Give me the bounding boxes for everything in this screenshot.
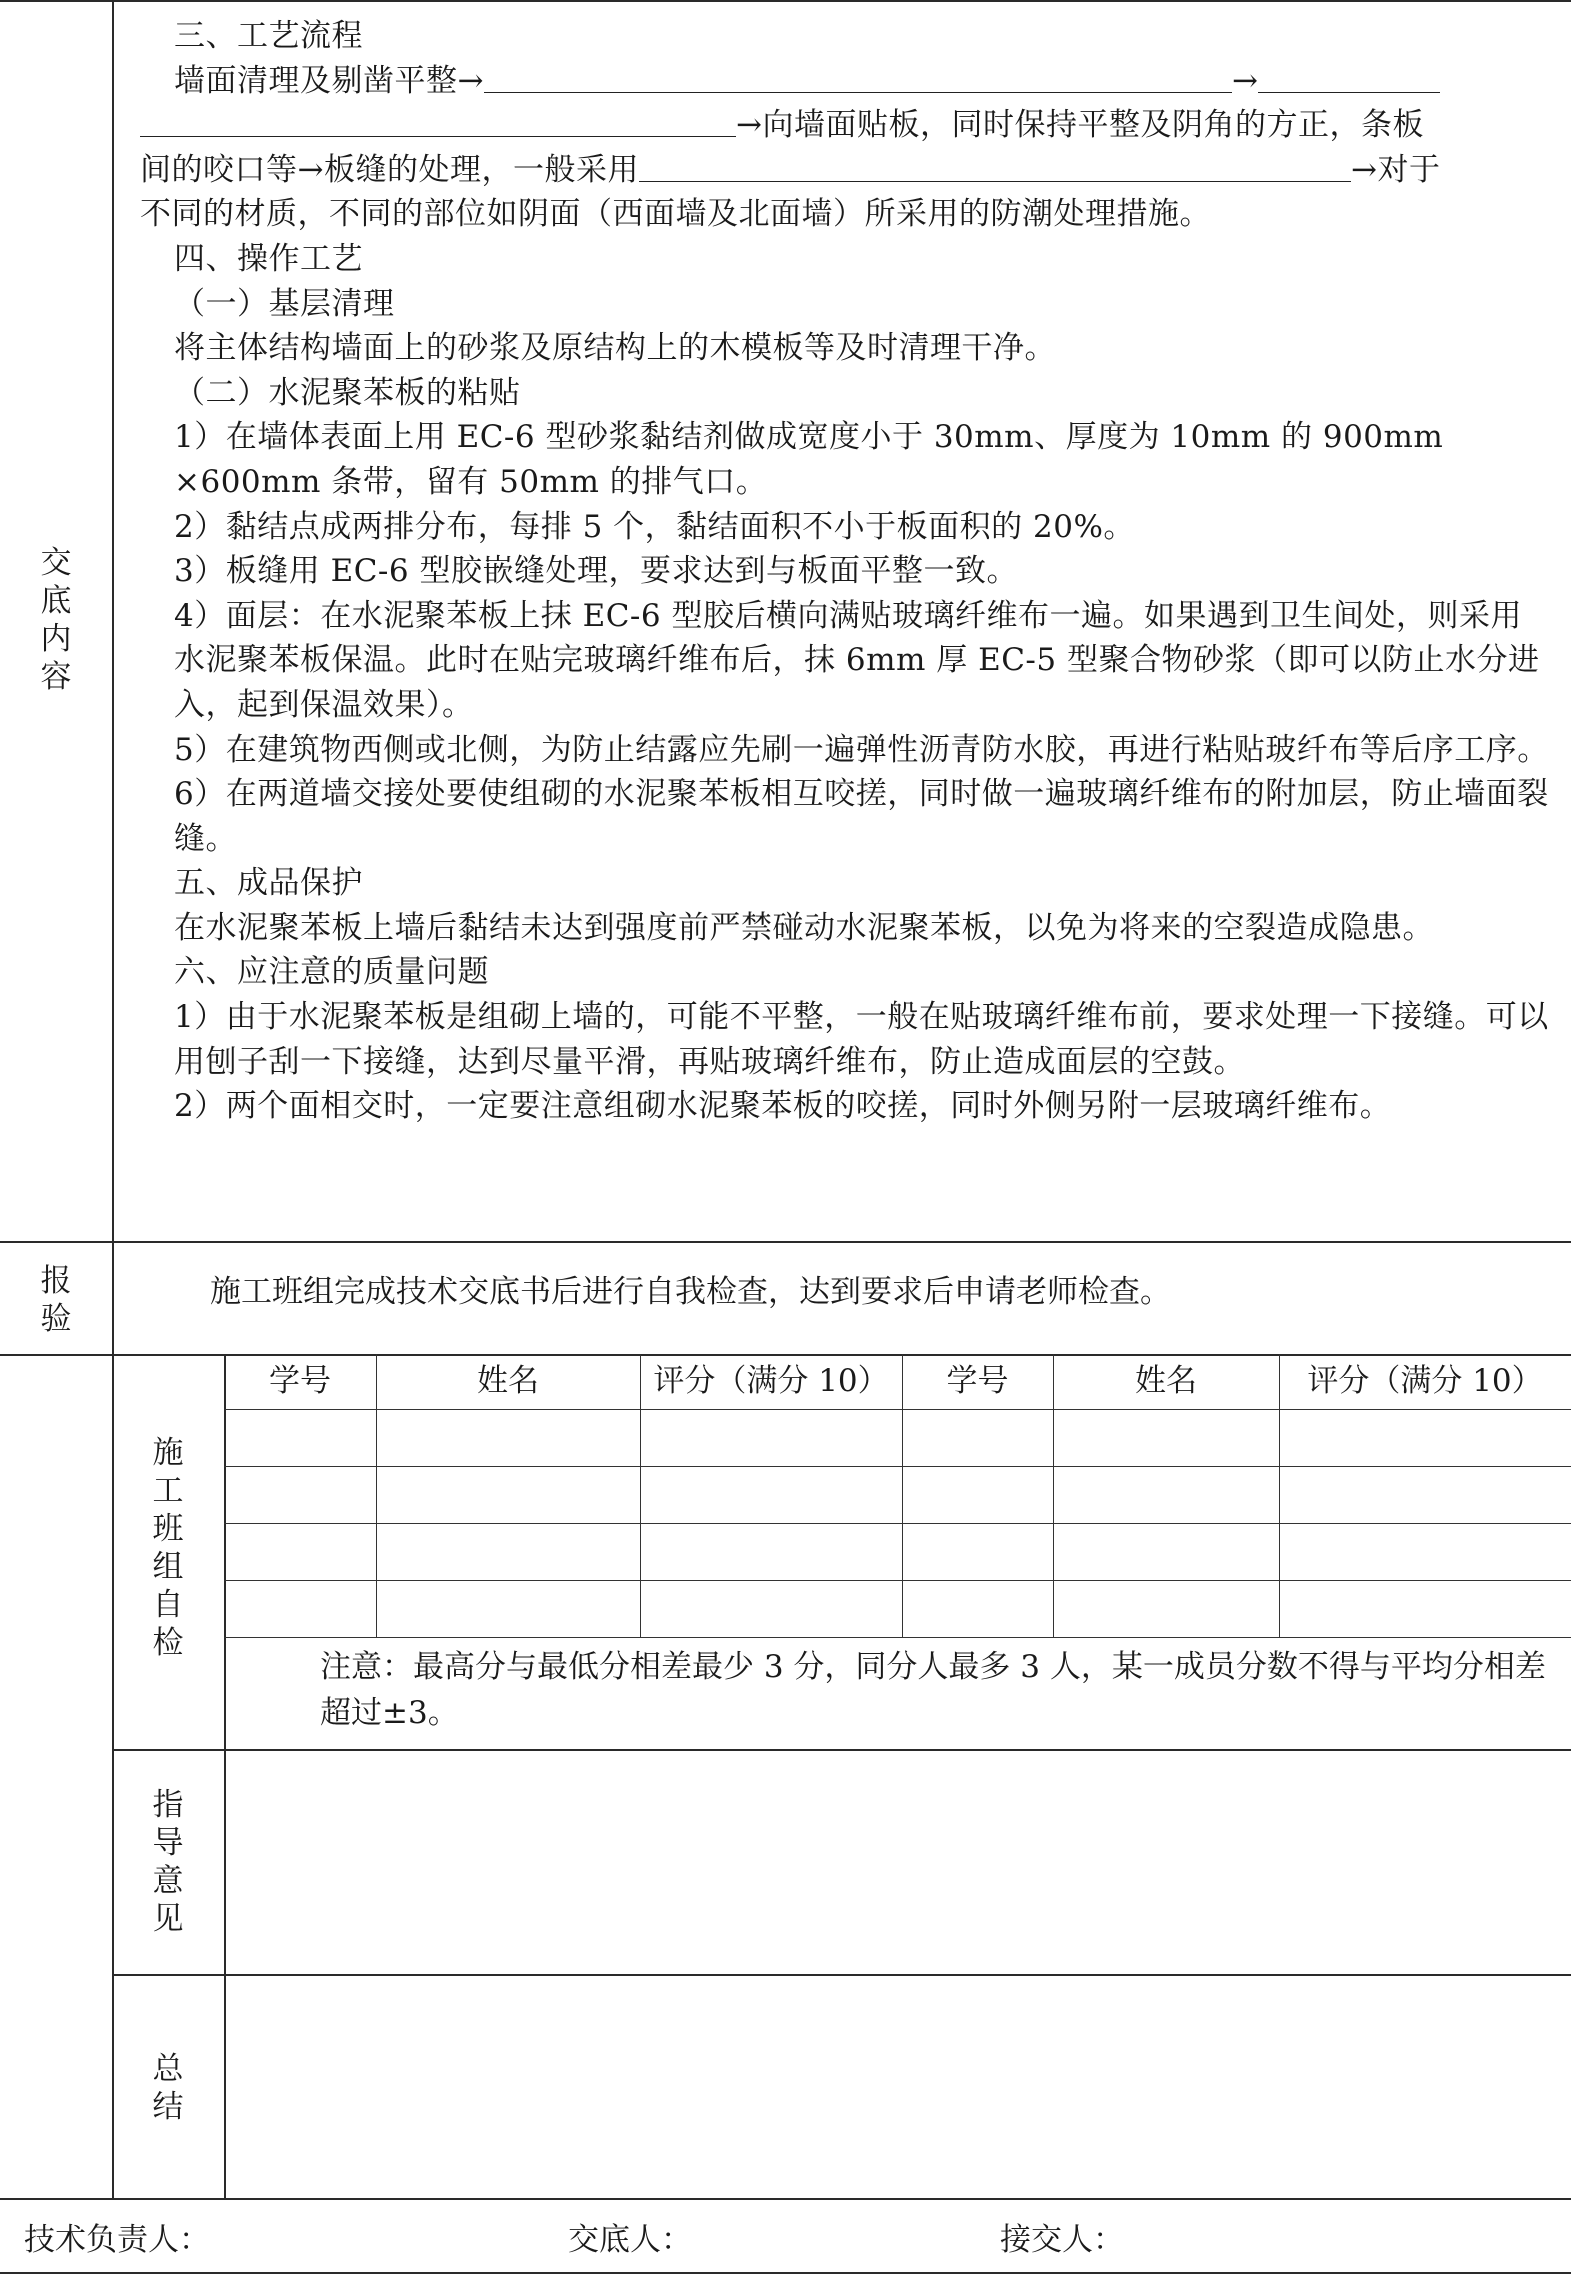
paragraph-quality-2: 2）两个面相交时，一定要注意组砌水泥聚苯板的咬搓，同时外侧另附一层玻璃纤维布。 bbox=[174, 1088, 1392, 1125]
table-row[interactable] bbox=[224, 1410, 1571, 1466]
scoring-note bbox=[248, 1644, 1548, 1736]
paragraph-step-3: 3）板缝用 EC-6 型胶嵌缝处理，要求达到与板面平整一致。 bbox=[174, 553, 1018, 590]
table-row[interactable] bbox=[224, 1581, 1571, 1637]
subheading-base-clean: （一）基层清理 bbox=[174, 285, 395, 322]
paragraph-protection: 在水泥聚苯板上墙后黏结未达到强度前严禁碰动水泥聚苯板，以免为将来的空裂造成隐患。 bbox=[174, 909, 1434, 946]
header-score-1: 评分（满分 10） bbox=[653, 1363, 889, 1399]
flow-line-3-text: 间的咬口等→板缝的处理，一般采用 bbox=[140, 151, 639, 188]
disclosure-label: 交底内容 bbox=[40, 545, 72, 695]
heading-process-flow: 三、工艺流程 bbox=[174, 18, 363, 54]
header-student-id-2: 学号 bbox=[946, 1363, 1009, 1399]
guidance-label: 指导意见 bbox=[152, 1787, 184, 1937]
left-col-divider bbox=[112, 0, 114, 2198]
subheading-board-paste: （二）水泥聚苯板的粘贴 bbox=[174, 374, 521, 411]
fill-blank-4[interactable] bbox=[639, 151, 1351, 182]
heading-protection: 五、成品保护 bbox=[174, 865, 363, 902]
flow-line-2 bbox=[140, 103, 1550, 148]
guidance-area[interactable] bbox=[226, 1751, 1571, 1973]
paragraph-step-4: 4）面层：在水泥聚苯板上抹 EC-6 型胶后横向满贴玻璃纤维布一遍。如果遇到卫生间处，则采用水泥聚苯板保温。此时在贴完玻璃纤维布后，抹 6mm 厚 EC-5 型聚合物砂浆（即可以防止水分进入，起到保温效果）。 bbox=[174, 597, 1540, 723]
paragraph-step-1: 1）在墙体表面上用 EC-6 型砂浆黏结剂做成宽度小于 30mm、厚度为 10mm 的 900mm ×600mm 条带，留有 50mm 的排气口。 bbox=[174, 419, 1444, 500]
fill-blank-3[interactable] bbox=[140, 106, 736, 137]
flow-line-2-text: →向墙面贴板，同时保持平整及阴角的方正，条板 bbox=[736, 107, 1424, 144]
flow-line-3 bbox=[140, 148, 1550, 193]
footer-tech-lead: 技术负责人： bbox=[24, 2222, 210, 2258]
footer-receiver: 接交人： bbox=[1000, 2222, 1124, 2258]
disclosure-content bbox=[140, 14, 1550, 1129]
flow-line-1 bbox=[140, 59, 1550, 104]
paragraph-base-clean: 将主体结构墙面上的砂浆及原结构上的木模板等及时清理干净。 bbox=[174, 330, 1056, 367]
table-row[interactable] bbox=[224, 1467, 1571, 1523]
flow-line-4: 不同的材质，不同的部位如阴面（西面墙及北面墙）所采用的防潮处理措施。 bbox=[140, 196, 1211, 233]
heading-quality: 六、应注意的质量问题 bbox=[174, 954, 489, 991]
header-name-1: 姓名 bbox=[477, 1363, 539, 1399]
footer-discloser: 交底人： bbox=[568, 2222, 692, 2258]
divider-after-disclosure bbox=[0, 1241, 1571, 1243]
divider-before-footer bbox=[0, 2198, 1571, 2200]
header-student-id-1: 学号 bbox=[269, 1363, 331, 1399]
table-row[interactable] bbox=[224, 1524, 1571, 1580]
scoring-note-text: 注意：最高分与最低分相差最少 3 分，同分人最多 3 人，某一成员分数不得与平均分相差超过±3。 bbox=[320, 1649, 1546, 1731]
bottom-border bbox=[0, 2272, 1571, 2274]
top-border bbox=[0, 0, 1571, 2]
self-check-label: 施工班组自检 bbox=[152, 1435, 184, 1661]
summary-area[interactable] bbox=[226, 1976, 1571, 2197]
inspection-label: 报验 bbox=[40, 1263, 72, 1337]
heading-operation: 四、操作工艺 bbox=[174, 240, 363, 277]
flow-start-text: 墙面清理及剔凿平整→ bbox=[174, 62, 484, 99]
fill-blank-1[interactable] bbox=[484, 62, 1232, 93]
flow-arrow-1: → bbox=[1231, 62, 1259, 99]
paragraph-step-6: 6）在两道墙交接处要使组砌的水泥聚苯板相互咬搓，同时做一遍玻璃纤维布的附加层，防止墙面裂缝。 bbox=[174, 776, 1549, 857]
summary-label: 总结 bbox=[152, 2051, 184, 2125]
table-row-line bbox=[224, 1637, 1571, 1638]
paragraph-step-2: 2）黏结点成两排分布，每排 5 个，黏结面积不小于板面积的 20%。 bbox=[174, 508, 1135, 545]
fill-blank-2[interactable] bbox=[1258, 62, 1440, 93]
header-score-2: 评分（满分 10） bbox=[1307, 1363, 1543, 1399]
flow-line-3-end: →对于 bbox=[1350, 151, 1441, 188]
paragraph-step-5: 5）在建筑物西侧或北侧，为防止结露应先刷一遍弹性沥青防水胶，再进行粘贴玻纤布等后序工序。 bbox=[174, 731, 1549, 768]
inspection-text: 施工班组完成技术交底书后进行自我检查，达到要求后申请老师检查。 bbox=[210, 1274, 1171, 1310]
paragraph-quality-1: 1）由于水泥聚苯板是组砌上墙的，可能不平整，一般在贴玻璃纤维布前，要求处理一下接缝。可以用刨子刮一下接缝，达到尽量平滑，再贴玻璃纤维布，防止造成面层的空鼓。 bbox=[174, 999, 1549, 1080]
header-name-2: 姓名 bbox=[1135, 1363, 1197, 1399]
